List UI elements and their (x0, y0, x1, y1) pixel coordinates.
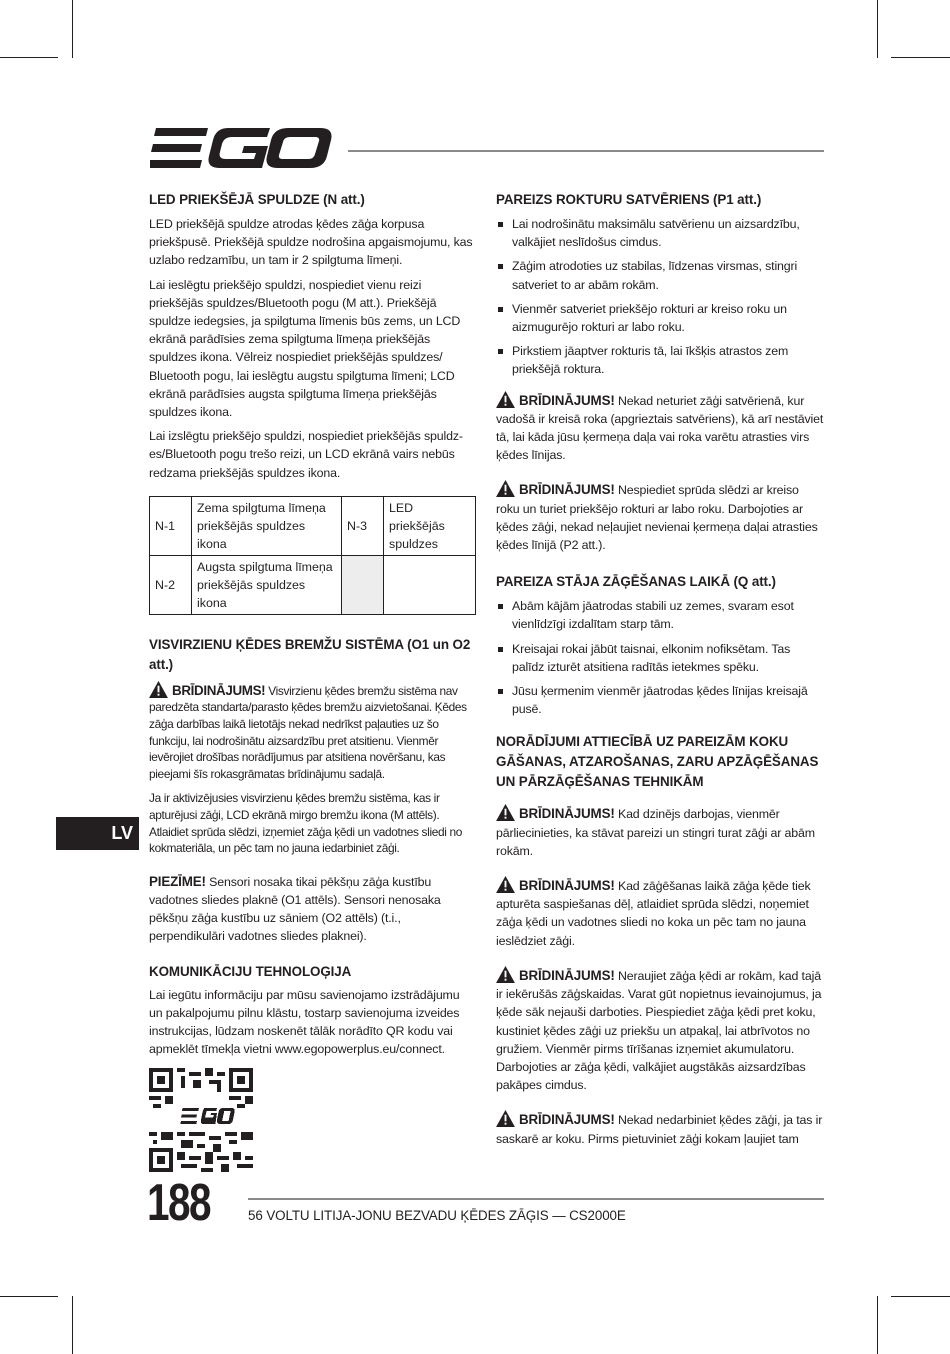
brake-warning (149, 681, 476, 783)
led-paragraph-3: Lai izslēgtu priekšējo spuldzi, nospiediet priekšējās spuldz-es/Bluetooth pogu trešo reizi, un LCD ekrānā vairs nebūs redzama priekšējās spuldzes ikona. (149, 429, 463, 480)
list-item (496, 257, 825, 293)
grip-list (496, 215, 825, 379)
table-empty-cell (342, 555, 384, 614)
table-empty-cell (384, 555, 476, 614)
list-item (496, 597, 825, 633)
table-code: N-1 (150, 496, 192, 555)
comm-paragraph: Lai iegūtu informāciju par mūsu savienojamo izstrādājumu un pakalpojumu pilnu klāstu, tostarp savienojuma izveides instrukcijas, lūdzam noskenēt tālāk norādīto QR kodu vai apmeklēt tīmekļa vietni www.egopowerplus.eu/connect. (149, 987, 460, 1057)
warning-triangle-icon (496, 1110, 515, 1127)
brake-heading: VISVIRZIENU ĶĒDES BREMŽU SISTĒMA (O1 un O2 att.) (149, 636, 471, 672)
list-item-text: Vienmēr satveriet priekšējo rokturi ar kreiso roku un aizmugurējo rokturi ar labo roku. (512, 301, 787, 335)
technique-warning-2 (496, 876, 825, 950)
list-item-text: Abām kājām jāatrodas stabili uz zemes, svaram esot vienlīdzīgi izdalītam starp tām. (512, 599, 794, 632)
table-code: N-2 (150, 555, 192, 614)
table-text: Augsta spilgtuma līmeņa priekšējās spuldzes ikona (192, 555, 342, 614)
warning-text: Kad zāģēšanas laikā zāģa ķēde tiek apturēta saspiešanas dēļ, atlaidiet sprūda slēdzi, noņemiet zāģa ķēdi un vadotnes sliedi no koka un pēc tam no jauna ieslēdziet zāģi. (496, 879, 811, 948)
grip-heading: PAREIZS ROKTURU SATVĒRIENS (P1 att.) (496, 192, 762, 207)
ego-logo (150, 128, 332, 172)
warning-triangle-icon (496, 966, 515, 983)
warning-label: BRĪDINĀJUMS! (172, 682, 266, 698)
table-text: LED priekšējās spuldzes (384, 496, 476, 555)
note-text: Sensori nosaka tikai pēkšņu zāģa kustību vadotnes sliedes plaknē (O1 attēls). Sensori nenosaka pēkšņu zāģa kustību uz sāniem (O2 attēls) (t.i., perpendikulāri vadotnes sliedes plaknei). (149, 874, 441, 944)
note-label: PIEZĪME! (149, 873, 206, 889)
warning-text: Kad dzinējs darbojas, vienmēr pārliecinieties, ka stāvat pareizi un stingri turat zāģi ar abām rokām. (496, 807, 815, 858)
technique-warning-4 (496, 1110, 825, 1147)
list-item (496, 300, 825, 336)
warning-text: Visvirzienu ķēdes bremžu sistēma nav paredzēta standarta/parasto ķēdes bremžu aizvietošanai. Ķēdes zāģa darbības laikā lietotājs nekad nedrīkst paļauties uz šo funkciju, lai nodrošinātu aizsardzību pret atsitienu. Vienmēr ievērojiet drošības norādījumus par atsitiena novēršanu, kas pieejami šīs rokasgrāmatas brīdinājumu sadaļā. (149, 683, 467, 781)
note (149, 873, 476, 946)
table-row (150, 496, 476, 555)
warning-text: Nekad neturiet zāģi satvērienā, kur vadošā ir kreisā roka (apgrieztais satvēriens), kā arī nestāviet tā, lai kāda jūsu ķermeņa daļa vai roka varētu atrasties virs ķēdes līnijas. (496, 393, 824, 463)
crop-mark (891, 1296, 950, 1297)
list-item (496, 640, 825, 676)
bullet-icon (498, 264, 503, 269)
warning-label: BRĪDINĀJUMS! (519, 806, 615, 822)
warning-triangle-icon (496, 876, 515, 893)
warning-label: BRĪDINĀJUMS! (519, 878, 615, 894)
crop-mark (891, 57, 950, 58)
crop-mark (0, 1296, 58, 1297)
list-item-text: Lai nodrošinātu maksimālu satvērienu un aizsardzību, valkājiet neslīdošus cimdus. (512, 217, 800, 250)
warning-label: BRĪDINĀJUMS! (519, 967, 615, 983)
table-row (150, 555, 476, 614)
header-rule (348, 150, 824, 152)
technique-warning-1 (496, 804, 825, 860)
crop-mark (72, 0, 73, 58)
list-item-text: Kreisajai rokai jābūt taisnai, elkonim nofiksētam. Tas palīdz izturēt atsitiena radītās ietekmes spēku. (512, 641, 791, 674)
warning-text: Nespiediet sprūda slēdzi ar kreiso roku un turiet priekšējo rokturi ar labo roku. Darbojoties ar ķēdes zāģi, nekad neļaujiet nevienai ķermeņa daļai atrasties ķēdes līnijā (P2 att.). (496, 483, 818, 553)
crop-mark (72, 1296, 73, 1354)
list-item (496, 215, 825, 251)
stance-heading: PAREIZA STĀJA ZĀĢĒŠANAS LAIKĀ (Q att.) (496, 574, 776, 590)
technique-heading: NORĀDĪJUMI ATTIECĪBĀ UZ PAREIZĀM KOKU GĀŠANAS, ATZAROŠANAS, ZARU APZĀĢĒŠANAS UN PĀRZĀĢĒŠANAS TEHNIKĀM (496, 734, 819, 790)
bullet-icon (498, 604, 503, 609)
table-code: N-3 (342, 496, 384, 555)
warning-text: Neraujiet zāģa ķēdi ar rokām, kad tajā ir iekērušās zāģskaidas. Varat gūt nopietnus ievainojumus, ja ķēde sāk nejauši darboties. Piespiediet zāģa ķēdi pret koku, kustiniet ķēdes zāģi uz priekšu un atpakaļ, lai atbrīvotos no gružiem. Vienmēr pirms tīrīšanas izņemiet akumulatoru. Darbojoties ar zāģa ķēdi, valkājiet augstākās aizsardzības pakāpes cimdus. (496, 968, 822, 1093)
grip-warning-2 (496, 480, 825, 554)
list-item-text: Jūsu ķermenim vienmēr jāatrodas ķēdes līnijas kreisajā pusē. (512, 684, 808, 717)
stance-list (496, 597, 825, 718)
language-tab: LV (56, 817, 139, 850)
page-number: 188 (147, 1174, 210, 1232)
led-icon-table (149, 496, 476, 615)
list-item-text: Pirkstiem jāaptver rokturis tā, lai īkšķis atrastos zem priekšējā roktura. (512, 344, 789, 377)
led-paragraph-2: Lai ieslēgtu priekšējo spuldzi, nospiediet vienu reizi priekšējās spuldzes/Bluetooth pogu (M att.). Priekšējā spuldze iedegsies, ja spilgtuma līmenis būs zems, un LCD ekrānā parādīsies zema spilgtuma līmeņa priekšējās spuldzes ikona. Vēlreiz nospiediet priekšējās spuldzes/ Bluetooth pogu, lai ieslēgtu augstu spilgtuma līmeni; LCD ekrānā parādīsies augsta spilgtuma līmeņa priekšējās spuldzes ikona. (149, 277, 461, 420)
right-column (496, 190, 825, 1148)
table-text: Zema spilgtuma līmeņa priekšējās spuldzes ikona (192, 496, 342, 555)
warning-triangle-icon (496, 391, 515, 408)
warning-triangle-icon (496, 804, 515, 821)
warning-text: Nekad nedarbiniet ķēdes zāģi, ja tas ir saskarē ar koku. Pirms pietuviniet zāģi kokam ļaujiet tam (496, 1113, 823, 1146)
list-item-text: Zāģim atrodoties uz stabilas, līdzenas virsmas, stingri satveriet to ar abām rokām. (512, 259, 798, 292)
crop-mark (877, 0, 878, 58)
list-item (496, 682, 825, 718)
bullet-icon (498, 222, 503, 227)
bullet-icon (498, 307, 503, 312)
left-column (149, 190, 476, 1172)
bullet-icon (498, 349, 503, 354)
led-heading: LED PRIEKŠĒJĀ SPULDZE (N att.) (149, 192, 365, 207)
qr-code-icon (149, 1068, 253, 1172)
grip-warning-1 (496, 391, 825, 465)
brake-paragraph-2: Ja ir aktivizējusies visvirzienu ķēdes bremžu sistēma, kas ir apturējusi zāģi, LCD ekrānā mirgo bremžu ikona (M attēls). Atlaidiet sprūda slēdzi, izņemiet zāģa ķēdi un vadotnes sliedi no kokmateriāla, un pēc tam no jauna iedarbiniet zāģi. (149, 791, 463, 856)
bullet-icon (498, 689, 503, 694)
warning-label: BRĪDINĀJUMS! (519, 392, 615, 408)
warning-triangle-icon (149, 681, 168, 698)
warning-label: BRĪDINĀJUMS! (519, 1112, 615, 1128)
footer-rule (248, 1198, 824, 1200)
footer-title: 56 VOLTU LITIJA-JONU BEZVADU ĶĒDES ZĀĢIS — CS2000E (248, 1208, 626, 1223)
warning-label: BRĪDINĀJUMS! (519, 482, 615, 498)
bullet-icon (498, 647, 503, 652)
comm-heading: KOMUNIKĀCIJU TEHNOLOĢIJA (149, 963, 352, 979)
led-paragraph-1: LED priekšējā spuldze atrodas ķēdes zāģa korpusa priekšpusē. Priekšējā spuldze nodrošina apgaismojumu, kas uzlabo redzamību, un tam ir 2 spilgtuma līmeņi. (149, 217, 473, 268)
technique-warning-3 (496, 966, 825, 1094)
list-item (496, 342, 825, 378)
crop-mark (877, 1296, 878, 1354)
crop-mark (0, 57, 58, 58)
warning-triangle-icon (496, 480, 515, 497)
